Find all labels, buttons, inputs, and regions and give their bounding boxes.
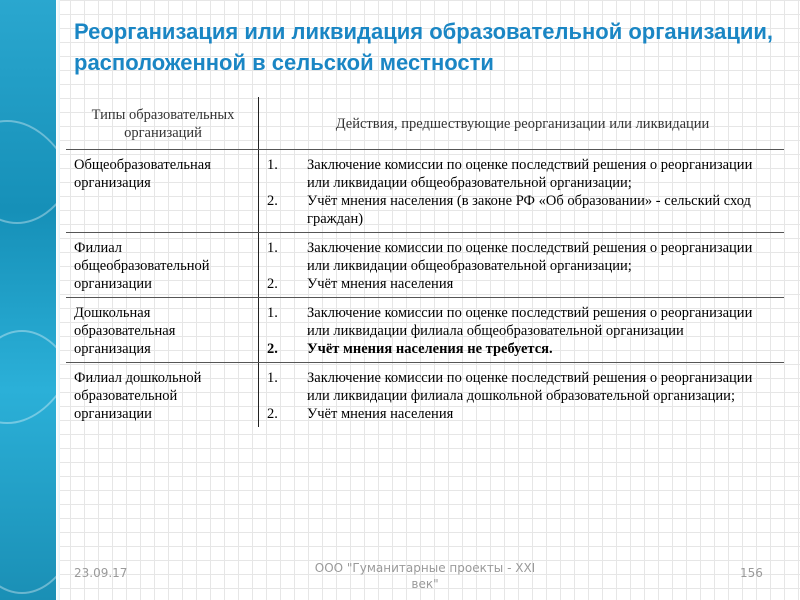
footer-date: 23.09.17 (74, 566, 128, 580)
actions-table (66, 97, 784, 427)
item-text: Заключение комиссии по оценке последствий решения о реорганизации или ликвидации общеобразовательной организации; (307, 157, 753, 191)
org-type-cell: Филиал дошкольной образовательной организации (66, 363, 259, 428)
item-number: 2. (267, 341, 278, 357)
list-item (267, 405, 778, 423)
header-actions: Действия, предшествующие реорганизации или ликвидации (259, 97, 785, 150)
item-text: Учёт мнения населения не требуется. (307, 341, 553, 357)
actions-list (267, 156, 778, 228)
actions-cell (259, 363, 785, 428)
item-number: 2. (267, 406, 278, 422)
item-text: Заключение комиссии по оценке последствий решения о реорганизации или ликвидации филиала дошкольной образовательной организации; (307, 370, 753, 404)
page-number: 156 (740, 566, 763, 580)
table-row (66, 233, 784, 298)
table-row (66, 150, 784, 233)
item-text: Заключение комиссии по оценке последствий решения о реорганизации или ликвидации филиала общеобразовательной организации (307, 305, 753, 339)
list-item (267, 192, 778, 228)
footer-organization: ООО "Гуманитарные проекты - XXI век" (314, 561, 536, 591)
item-number: 1. (267, 370, 278, 386)
list-item (267, 239, 778, 275)
actions-cell (259, 150, 785, 233)
list-item (267, 369, 778, 405)
actions-cell (259, 298, 785, 363)
item-text: Заключение комиссии по оценке последствий решения о реорганизации или ликвидации общеобразовательной организации; (307, 240, 753, 274)
org-type-cell: Дошкольная образовательная организация (66, 298, 259, 363)
item-number: 1. (267, 240, 278, 256)
actions-list (267, 239, 778, 293)
item-text: Учёт мнения населения (307, 276, 454, 292)
sidebar-edge (56, 0, 60, 600)
decorative-sidebar (0, 0, 56, 600)
list-item (267, 304, 778, 340)
item-number: 1. (267, 305, 278, 321)
list-item (267, 340, 778, 358)
item-text: Учёт мнения населения (307, 406, 454, 422)
list-item (267, 156, 778, 192)
actions-list (267, 304, 778, 358)
table-row (66, 298, 784, 363)
slide-title: Реорганизация или ликвидация образовательной организации, расположенной в сельской местности (74, 19, 774, 75)
org-type-cell: Филиал общеобразовательной организации (66, 233, 259, 298)
actions-list (267, 369, 778, 423)
org-type-cell: Общеобразовательная организация (66, 150, 259, 233)
table-row (66, 363, 784, 428)
item-number: 2. (267, 193, 278, 209)
item-text: Учёт мнения населения (в законе РФ «Об образовании» - сельский сход граждан) (307, 193, 751, 227)
list-item (267, 275, 778, 293)
item-number: 1. (267, 157, 278, 173)
header-types: Типы образовательных организаций (66, 97, 259, 150)
decor-arc (0, 330, 56, 594)
actions-cell (259, 233, 785, 298)
item-number: 2. (267, 276, 278, 292)
table-header-row (66, 97, 784, 150)
